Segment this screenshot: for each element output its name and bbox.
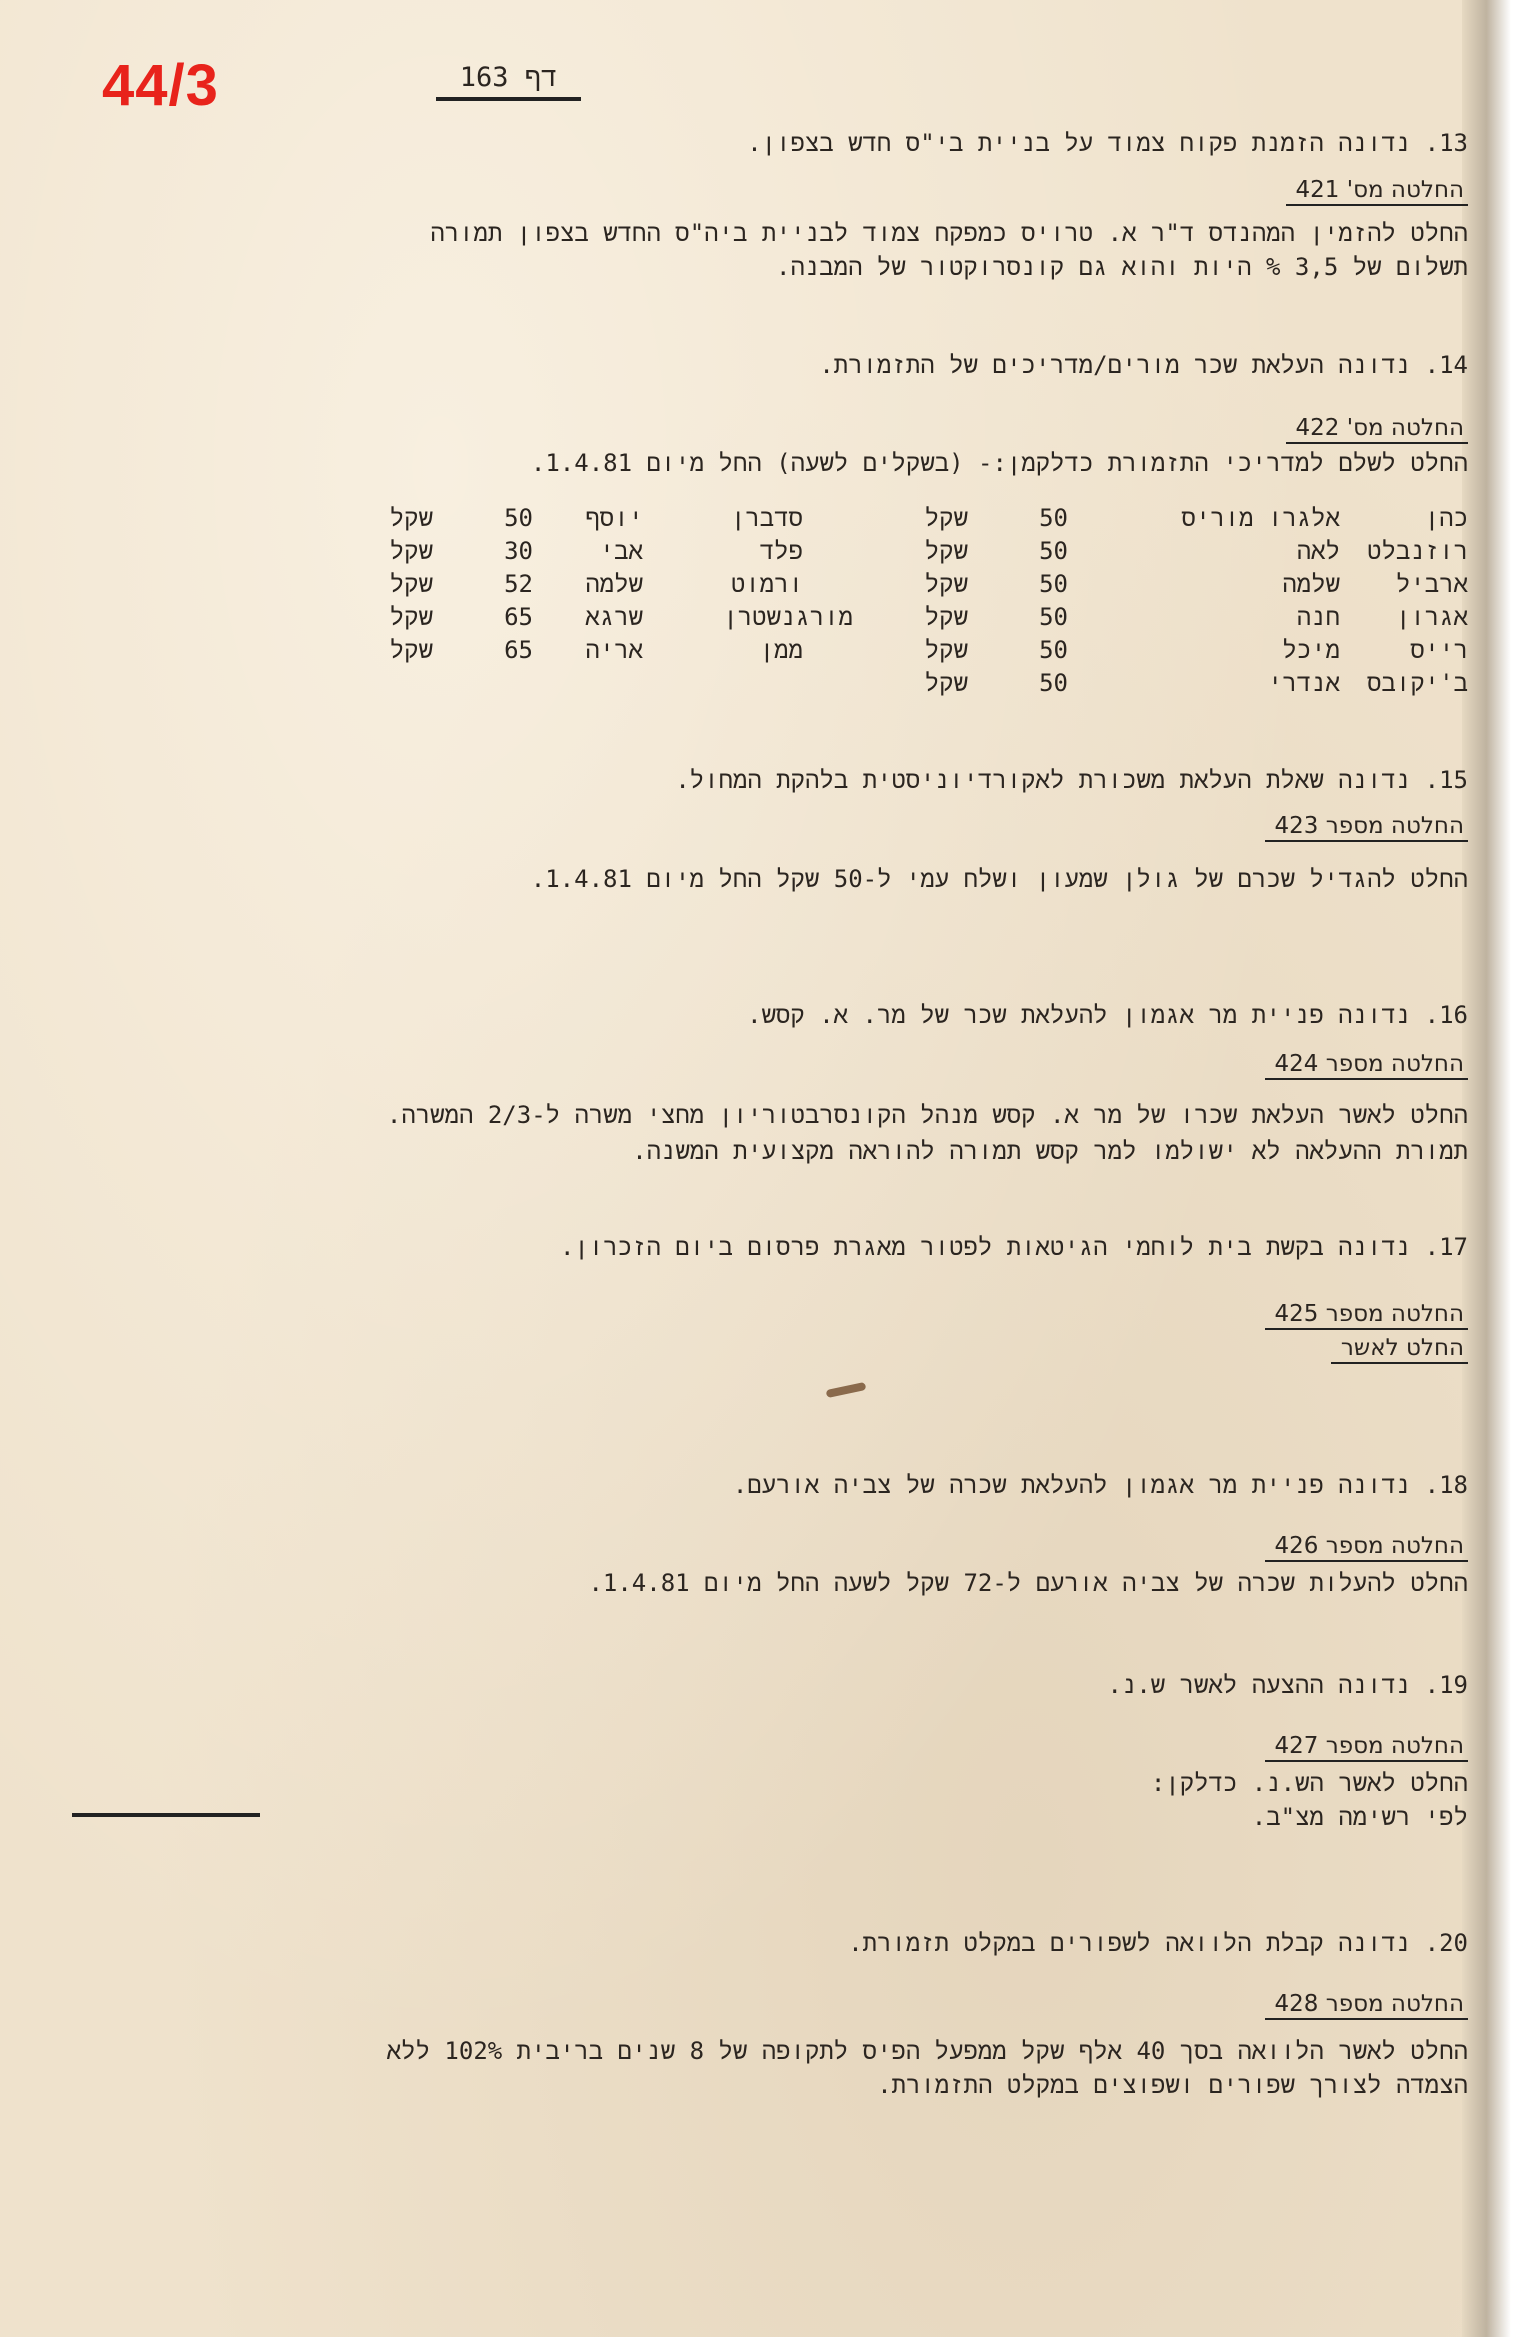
first-name: אנדרי xyxy=(1267,669,1340,697)
table-row xyxy=(108,502,1468,535)
last-name: רוזנבלט xyxy=(1367,537,1468,565)
table-row xyxy=(108,634,1468,667)
amount: 50 xyxy=(1039,636,1068,664)
item-13-line-2: תשלום של 3,5 % היות והוא גם קונסרוקטור של המבנה. xyxy=(776,253,1468,281)
amount: 65 xyxy=(504,636,533,664)
last-name: רייס xyxy=(1410,636,1468,664)
item-15-line-1: החלט להגדיל שכרם של גולן שמעון ושלח עמי ל-50 שקל החל מיום 1.4.81. xyxy=(530,865,1468,893)
first-name: חנה xyxy=(1296,603,1340,631)
table-row xyxy=(108,667,1468,700)
item-16-line-1: החלט לאשר העלאת שכרו של מר א. קסש מנהל הקונסרבטוריון מחצי משרה ל-2/3 המשרה. xyxy=(386,1101,1468,1129)
amount: 30 xyxy=(504,537,533,565)
amount: 50 xyxy=(504,504,533,532)
unit: שקל xyxy=(924,636,968,664)
unit: שקל xyxy=(389,504,433,532)
first-name: לאה xyxy=(1296,537,1340,565)
item-16-decision-label: החלטה מספר 424 xyxy=(1265,1050,1469,1080)
item-13-line-1: החלט להזמין המהנדס ד"ר א. טרויס כמפקח צמוד לבניית ביה"ס החדש בצפון תמורה xyxy=(430,219,1468,247)
first-name: מיכל xyxy=(1282,636,1340,664)
table-row xyxy=(108,535,1468,568)
amount: 50 xyxy=(1039,669,1068,697)
margin-rule xyxy=(72,1813,260,1817)
item-18-heading: 18. נדונה פניית מר אגמון להעלאת שכרה של צביה אורעם. xyxy=(732,1471,1468,1499)
item-19-decision-label: החלטה מספר 427 xyxy=(1265,1732,1469,1762)
item-19-line-1: החלט לאשר הש.נ. כדלקן: xyxy=(1150,1769,1468,1797)
amount: 52 xyxy=(504,570,533,598)
first-name: אריה xyxy=(585,636,643,664)
first-name: יוסף xyxy=(585,504,643,532)
item-15-heading: 15. נדונה שאלת העלאת משכורת לאקורדיוניסטית בלהקת המחול. xyxy=(675,766,1468,794)
unit: שקל xyxy=(924,504,968,532)
unit: שקל xyxy=(389,603,433,631)
unit: שקל xyxy=(389,570,433,598)
first-name: אלגרו מוריס xyxy=(1181,504,1340,532)
first-name: שלמה xyxy=(585,570,643,598)
amount: 50 xyxy=(1039,570,1068,598)
first-name: שלמה xyxy=(1282,570,1340,598)
last-name: ורמוט xyxy=(730,570,803,598)
item-17-line-1: החלט לאשר xyxy=(1331,1334,1468,1364)
last-name: ב'יקובס xyxy=(1367,669,1468,697)
item-13-heading: 13. נדונה הזמנת פקוח צמוד על בניית בי"ס חדש בצפון. xyxy=(747,129,1468,157)
first-name: שרגא xyxy=(585,603,643,631)
table-row xyxy=(108,568,1468,601)
unit: שקל xyxy=(924,669,968,697)
item-20-line-2: הצמדה לצורך שפורים ושפוצים במקלט התזמורת. xyxy=(877,2071,1468,2099)
unit: שקל xyxy=(924,603,968,631)
last-name: מורגנשטרן xyxy=(723,603,853,631)
archive-stamp: 44/3 xyxy=(102,53,219,118)
item-14-decision-label: החלטה מס' 422 xyxy=(1286,414,1468,444)
last-name: אגרון xyxy=(1395,603,1468,631)
item-18-decision-label: החלטה מספר 426 xyxy=(1265,1532,1469,1562)
item-18-line-1: החלט להעלות שכרה של צביה אורעם ל-72 שקל לשעה החל מיום 1.4.81. xyxy=(588,1569,1468,1597)
unit: שקל xyxy=(924,570,968,598)
amount: 50 xyxy=(1039,537,1068,565)
item-19-heading: 19. נדונה ההצעה לאשר ש.נ. xyxy=(1107,1671,1468,1699)
item-14-line-1: החלט לשלם למדריכי התזמורת כדלקמן:- (בשקלים לשעה) החל מיום 1.4.81. xyxy=(530,449,1468,477)
last-name: כהן xyxy=(1424,504,1468,532)
item-17-heading: 17. נדונה בקשת בית לוחמי הגיטאות לפטור מאגרת פרסום ביום הזכרון. xyxy=(559,1233,1468,1261)
unit: שקל xyxy=(389,636,433,664)
item-16-line-2: תמורת ההעלאה לא ישולמו למר קסש תמורה להוראה מקצועית המשנה. xyxy=(632,1137,1468,1165)
last-name: סדברן xyxy=(730,504,803,532)
page-number: דף 163 xyxy=(436,62,581,101)
last-name: ממן xyxy=(759,636,803,664)
item-20-decision-label: החלטה מספר 428 xyxy=(1265,1990,1469,2020)
item-19-line-2: לפי רשימה מצ"ב. xyxy=(1251,1803,1468,1831)
item-20-line-1: החלט לאשר הלוואה בסך 40 אלף שקל ממפעל הפיס לתקופה של 8 שנים בריבית 102% ללא xyxy=(386,2037,1468,2065)
item-14-heading: 14. נדונה העלאת שכר מורים/מדריכים של התזמורת. xyxy=(819,351,1468,379)
last-name: ארביל xyxy=(1395,570,1468,598)
last-name: פלד xyxy=(759,537,803,565)
unit: שקל xyxy=(389,537,433,565)
table-row xyxy=(108,601,1468,634)
first-name: אבי xyxy=(599,537,643,565)
instructor-table xyxy=(108,502,1468,702)
item-20-heading: 20. נדונה קבלת הלוואה לשפורים במקלט תזמורת. xyxy=(848,1929,1468,1957)
item-16-heading: 16. נדונה פניית מר אגמון להעלאת שכר של מר. א. קסש. xyxy=(747,1001,1468,1029)
scan-edge xyxy=(1462,0,1532,2337)
unit: שקל xyxy=(924,537,968,565)
amount: 50 xyxy=(1039,504,1068,532)
item-13-decision-label: החלטה מס' 421 xyxy=(1286,176,1468,206)
amount: 50 xyxy=(1039,603,1068,631)
amount: 65 xyxy=(504,603,533,631)
item-17-decision-label: החלטה מספר 425 xyxy=(1265,1300,1469,1330)
item-15-decision-label: החלטה מספר 423 xyxy=(1265,812,1469,842)
